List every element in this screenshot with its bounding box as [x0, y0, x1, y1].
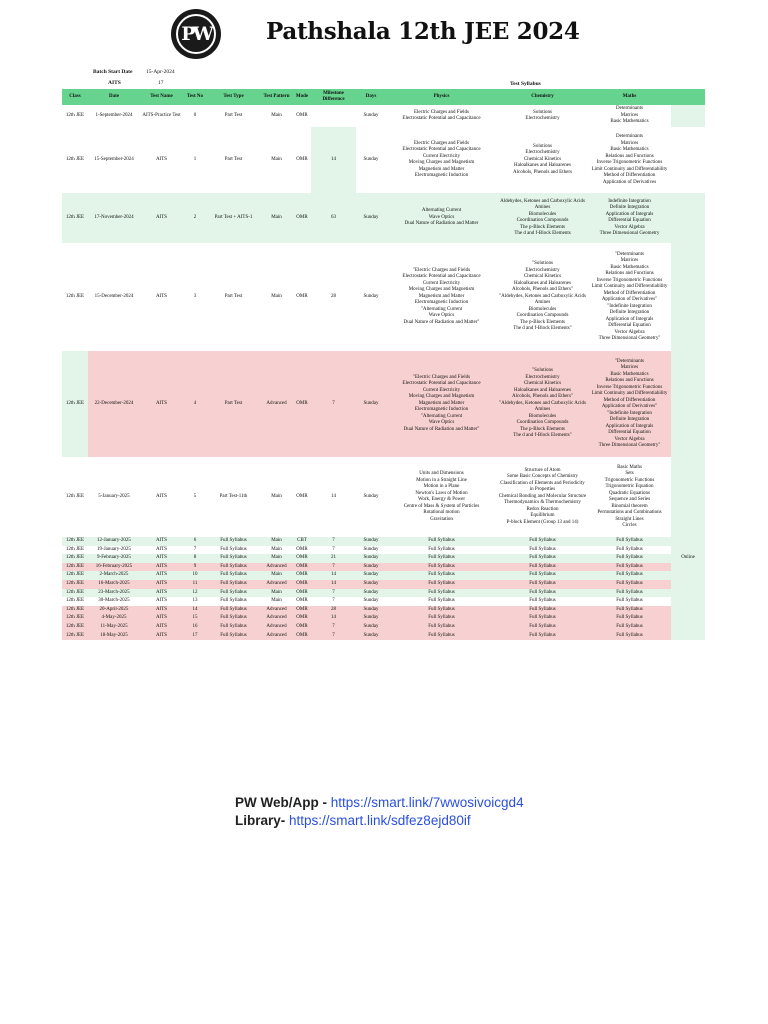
cell-maths: "Determinants Matrices Basic Mathematics Relations and Functions Inverse Trigonometric Functions Limit Continuity and Differentiability Method of Differentiation Application of Derivatives" "Indefinite Integration Definite Integration Application of Integrals Differential Equation Vector Algebra Three Dimensional Geometry" [588, 243, 671, 351]
cell-maths: Full Syllabus [588, 589, 671, 598]
cell-class: 12th JEE [62, 554, 88, 563]
table-row [62, 351, 705, 457]
cell-chemistry: Aldehydes, Ketones and Carboxylic Acids Amines Biomolecules Coordination Compounds The p-Block Elements The d and f-Block Elements [497, 193, 588, 243]
batch-start-label: Batch Start Date [93, 69, 133, 75]
cell-test-no: 16 [183, 623, 207, 632]
cell-test-pattern: Advanced [260, 623, 293, 632]
cell-class: 12th JEE [62, 589, 88, 598]
cell-physics: Alternating Current Wave Optics Dual Nature of Radiation and Matter [386, 193, 497, 243]
cell-test-type: Full Syllabus [207, 632, 260, 641]
cell-mode: OMR [293, 554, 311, 563]
cell-date: 18-May-2025 [88, 632, 140, 641]
cell-class: 12th JEE [62, 193, 88, 243]
cell-test-pattern: Advanced [260, 632, 293, 641]
cell-test-pattern: Advanced [260, 563, 293, 572]
cell-physics: Full Syllabus [386, 580, 497, 589]
cell-maths: Full Syllabus [588, 554, 671, 563]
cell-extra [671, 571, 705, 580]
cell-test-name: AITS [140, 589, 183, 598]
cell-test-name: AITS [140, 193, 183, 243]
cell-milestone: 7 [311, 537, 356, 546]
col-date: Date [88, 89, 140, 105]
col-chemistry: Chemistry [497, 89, 588, 105]
col-test-name: Test Name [140, 89, 183, 105]
batch-start-value: 15-Apr-2024 [146, 69, 175, 75]
logo-text: PW [181, 23, 211, 45]
cell-test-name: AITS [140, 457, 183, 537]
cell-test-no: 5 [183, 457, 207, 537]
cell-day: Sunday [356, 457, 386, 537]
col-test-no: Test No [183, 89, 207, 105]
cell-maths: Full Syllabus [588, 597, 671, 606]
cell-day: Sunday [363, 156, 379, 162]
cell-extra [671, 632, 705, 641]
cell-test-pattern: Main [271, 156, 282, 162]
web-app-link[interactable]: https://smart.link/7wwosivoicgd4 [330, 795, 524, 810]
cell-chemistry: Full Syllabus [497, 563, 588, 572]
cell-milestone: 14 [311, 127, 356, 193]
cell-test-pattern: Main [260, 105, 293, 127]
cell-mode: OMR [293, 546, 311, 555]
cell-milestone: 28 [311, 243, 356, 351]
cell-extra [671, 193, 705, 243]
cell-extra [671, 623, 705, 632]
cell-class: 12th JEE [62, 243, 88, 351]
cell-test-no: 3 [183, 243, 207, 351]
cell-milestone: 14 [311, 571, 356, 580]
cell-day: Sunday [356, 193, 386, 243]
cell-chemistry: Full Syllabus [497, 589, 588, 598]
cell-date: 23-March-2025 [88, 589, 140, 598]
table-row [62, 580, 705, 589]
cell-milestone: 63 [311, 193, 356, 243]
table-row [62, 105, 705, 127]
cell-mode: OMR [293, 571, 311, 580]
cell-class: 12th JEE [62, 546, 88, 555]
cell-test-name: AITS [140, 597, 183, 606]
cell-class: 12th JEE [62, 105, 88, 127]
cell-day: Sunday [356, 554, 386, 563]
cell-test-name: AITS [140, 580, 183, 589]
cell-test-pattern: Main [260, 546, 293, 555]
cell-day: Sunday [356, 571, 386, 580]
cell-date: 9-February-2025 [88, 554, 140, 563]
cell-chemistry: Full Syllabus [497, 546, 588, 555]
cell-test-no: 6 [183, 537, 207, 546]
cell-class: 12th JEE [62, 580, 88, 589]
cell-chemistry: Full Syllabus [497, 614, 588, 623]
cell-extra [671, 563, 705, 572]
cell-date: 19-January-2025 [88, 546, 140, 555]
cell-test-type: Part Test + AITS-1 [207, 193, 260, 243]
cell-test-type: Full Syllabus [207, 580, 260, 589]
cell-mode: OMR [293, 351, 311, 457]
cell-milestone: 7 [311, 597, 356, 606]
cell-test-pattern: Main [260, 193, 293, 243]
cell-physics: Full Syllabus [386, 606, 497, 615]
cell-class: 12th JEE [62, 563, 88, 572]
table-row [62, 589, 705, 598]
cell-test-type: Part Test-11th [207, 457, 260, 537]
cell-physics: "Electric Charges and Fields Electrostatic Potential and Capacitance Current Electricity Moving Charges and Magnetism Magnetism and Matter Electromagnetic Induction "Alternating Current Wave Optics Dual Nature of Radiation and Matter" [386, 351, 497, 457]
cell-test-name: AITS [140, 614, 183, 623]
cell-day: Sunday [356, 632, 386, 641]
cell-mode: OMR [293, 614, 311, 623]
cell-milestone: 28 [311, 606, 356, 615]
cell-date: 22-December-2024 [88, 351, 140, 457]
cell-test-type: Part Test [224, 156, 243, 162]
cell-date: 30-March-2025 [88, 597, 140, 606]
col-days: Days [356, 89, 386, 105]
pw-logo [171, 9, 221, 59]
cell-day: Sunday [356, 351, 386, 457]
col-maths: Maths [588, 89, 671, 105]
cell-test-no: 17 [183, 632, 207, 641]
cell-test-type: Full Syllabus [207, 623, 260, 632]
cell-test-no: 10 [183, 571, 207, 580]
cell-test-name: AITS [140, 571, 183, 580]
cell-test-name: AITS [140, 563, 183, 572]
cell-day: Sunday [356, 546, 386, 555]
cell-day: Sunday [356, 580, 386, 589]
cell-mode: OMR [293, 105, 311, 127]
cell-mode: OMR [296, 156, 308, 162]
cell-test-no: 2 [183, 193, 207, 243]
cell-extra [671, 127, 705, 193]
cell-test-pattern: Main [260, 589, 293, 598]
cell-day: Sunday [356, 589, 386, 598]
cell-milestone: 14 [311, 457, 356, 537]
cell-test-no: 11 [183, 580, 207, 589]
cell-test-type: Full Syllabus [207, 546, 260, 555]
col-milestone: Milestone Difference [311, 89, 356, 105]
table-row [62, 614, 705, 623]
cell-test-pattern: Main [260, 554, 293, 563]
cell-test-no: 8 [183, 554, 207, 563]
cell-physics: Full Syllabus [386, 546, 497, 555]
cell-milestone: 21 [311, 554, 356, 563]
cell-physics: Full Syllabus [386, 632, 497, 641]
cell-milestone: 7 [311, 351, 356, 457]
library-label: Library- [235, 813, 290, 828]
table-row [62, 127, 705, 193]
cell-mode: OMR [293, 580, 311, 589]
col-mode: Mode [293, 89, 311, 105]
cell-milestone [311, 105, 356, 127]
cell-day: Sunday [356, 606, 386, 615]
cell-extra [671, 597, 705, 606]
cell-test-type: Full Syllabus [207, 614, 260, 623]
cell-test-pattern: Advanced [260, 351, 293, 457]
cell-mode: CBT [293, 537, 311, 546]
cell-mode: OMR [293, 623, 311, 632]
cell-test-type: Full Syllabus [207, 563, 260, 572]
cell-maths: Full Syllabus [588, 623, 671, 632]
cell-extra [671, 105, 705, 127]
library-link[interactable]: https://smart.link/sdfez8ejd80if [289, 813, 471, 828]
cell-mode: OMR [293, 243, 311, 351]
cell-date: 5-January-2025 [88, 457, 140, 537]
cell-class: 12th JEE [65, 156, 85, 162]
cell-date: 4-May-2025 [88, 614, 140, 623]
cell-chemistry: Full Syllabus [497, 580, 588, 589]
cell-test-name: AITS [140, 537, 183, 546]
cell-test-type: Part Test [207, 105, 260, 127]
cell-chemistry: Solutions Electrochemistry [497, 105, 588, 127]
cell-physics: Electric Charges and Fields Electrostatic Potential and Capacitance [386, 105, 497, 127]
cell-mode: OMR [293, 457, 311, 537]
cell-mode: OMR [293, 589, 311, 598]
cell-chemistry: "Solutions Electrochemistry Chemical Kinetics Haloalkanes and Haloarenes Alcohols, Phenols and Ethers" "Aldehydes, Ketones and Carboxylic Acids Amines Biomolecules Coordination Compounds The p-Block Elements The d and f-Block Elements" [497, 351, 588, 457]
cell-class: 12th JEE [62, 457, 88, 537]
cell-test-name: AITS-Practice Test [140, 105, 183, 127]
cell-date: 16-March-2025 [88, 580, 140, 589]
cell-date: 11-May-2025 [88, 623, 140, 632]
cell-extra [671, 457, 705, 537]
table-row [62, 457, 705, 537]
cell-test-pattern: Main [260, 457, 293, 537]
cell-maths: Full Syllabus [588, 537, 671, 546]
cell-date: 12-January-2025 [88, 537, 140, 546]
cell-milestone: 7 [311, 546, 356, 555]
cell-day: Sunday [356, 563, 386, 572]
cell-maths: Full Syllabus [588, 571, 671, 580]
table-row [62, 243, 705, 351]
cell-extra [671, 614, 705, 623]
cell-physics: Full Syllabus [386, 571, 497, 580]
cell-test-name: AITS [140, 554, 183, 563]
cell-chemistry: Full Syllabus [497, 597, 588, 606]
cell-chemistry: Full Syllabus [497, 554, 588, 563]
page-title: Pathshala 12th JEE 2024 [266, 18, 580, 45]
cell-test-no: 13 [183, 597, 207, 606]
cell-mode: OMR [293, 563, 311, 572]
table-row [62, 571, 705, 580]
cell-class: 12th JEE [62, 606, 88, 615]
table-row [62, 632, 705, 641]
col-extra [671, 89, 705, 105]
cell-test-pattern: Advanced [260, 614, 293, 623]
cell-test-name: AITS [140, 632, 183, 641]
cell-test-type: Part Test [207, 351, 260, 457]
cell-mode: OMR [293, 597, 311, 606]
cell-test-pattern: Main [260, 597, 293, 606]
cell-date: 2-March-2025 [88, 571, 140, 580]
cell-test-type: Full Syllabus [207, 589, 260, 598]
cell-test-name: AITS [140, 623, 183, 632]
cell-date: 17-November-2024 [88, 193, 140, 243]
cell-maths: Full Syllabus [588, 580, 671, 589]
table-row [62, 554, 705, 563]
cell-day: Sunday [356, 597, 386, 606]
cell-maths: Full Syllabus [588, 606, 671, 615]
cell-class: 12th JEE [62, 632, 88, 641]
cell-chemistry: Full Syllabus [497, 606, 588, 615]
cell-test-name: AITS [140, 243, 183, 351]
cell-extra [671, 243, 705, 351]
cell-maths: Indefinite Integration Definite Integration Application of Integrals Differential Equation Vector Algebra Three Dimensional Geometry [588, 193, 671, 243]
cell-day: Sunday [356, 105, 386, 127]
table-row [62, 193, 705, 243]
cell-test-no: 9 [183, 563, 207, 572]
cell-day: Sunday [356, 537, 386, 546]
cell-physics: Units and Dimensions Motion in a Straight Line Motion in a Plane Newton's Laws of Motion Work, Energy & Power Centre of Mass & System of Particles Rotational motion Gravitation [386, 457, 497, 537]
cell-chemistry: "Solutions Electrochemistry Chemical Kinetics Haloalkanes and Haloarenes Alcohols, Phenols and Ethers" "Aldehydes, Ketones and Carboxylic Acids Amines Biomolecules Coordination Compounds The p-Block Elements The d and f-Block Elements" [497, 243, 588, 351]
web-app-label: PW Web/App - [235, 795, 331, 810]
cell-test-pattern: Main [260, 243, 293, 351]
cell-maths: Full Syllabus [588, 632, 671, 641]
cell-maths: Full Syllabus [588, 546, 671, 555]
cell-maths: Full Syllabus [588, 614, 671, 623]
cell-physics: Full Syllabus [386, 554, 497, 563]
cell-extra [671, 580, 705, 589]
cell-date: 16-February-2025 [88, 563, 140, 572]
cell-physics: "Electric Charges and Fields Electrostatic Potential and Capacitance Current Electricity Moving Charges and Magnetism Magnetism and Matter Electromagnetic Induction "Alternating Current Wave Optics Dual Nature of Radiation and Matter" [386, 243, 497, 351]
cell-date: 20-April-2025 [88, 606, 140, 615]
cell-test-name: AITS [140, 351, 183, 457]
cell-test-no: 12 [183, 589, 207, 598]
table-row [62, 623, 705, 632]
cell-test-pattern: Advanced [260, 580, 293, 589]
cell-milestone: 7 [311, 589, 356, 598]
cell-test-pattern: Advanced [260, 606, 293, 615]
library-link-line [235, 813, 471, 828]
cell-extra [671, 606, 705, 615]
cell-class: 12th JEE [62, 614, 88, 623]
cell-chemistry: Full Syllabus [497, 623, 588, 632]
cell-chemistry: Solutions Electrochemistry Chemical Kinetics Haloalkanes and Haloarenes Alcohols, Phenols and Ethers [513, 143, 572, 175]
cell-maths: Determinants Matrices Basic Mathematics Relations and Functions Inverse Trigonometric Functions Limit Continuity and Differentiability Method of Differentiation Application of Derivatives [591, 134, 668, 185]
cell-mode: OMR [293, 193, 311, 243]
cell-extra [671, 351, 705, 457]
cell-test-pattern: Main [260, 571, 293, 580]
cell-milestone: 7 [311, 563, 356, 572]
cell-physics: Full Syllabus [386, 537, 497, 546]
cell-extra [671, 546, 705, 555]
cell-extra [671, 537, 705, 546]
cell-mode: OMR [293, 632, 311, 641]
cell-maths: Basic Maths Sets Trigonometric Functions Trigonometric Equation Quadratic Equations Sequence and Series Binomial theorem Permutations and Combinations Straight Lines Circles [588, 457, 671, 537]
cell-class: 12th JEE [62, 351, 88, 457]
cell-date: 15-December-2024 [88, 243, 140, 351]
cell-physics: Full Syllabus [386, 597, 497, 606]
cell-class: 12th JEE [62, 537, 88, 546]
cell-milestone: 7 [311, 623, 356, 632]
col-test-type: Test Type [207, 89, 260, 105]
header-row [62, 89, 705, 105]
table-row [62, 537, 705, 546]
cell-day: Sunday [356, 623, 386, 632]
cell-test-name: AITS [155, 156, 168, 162]
table-row [62, 546, 705, 555]
web-app-link-line [235, 795, 524, 810]
cell-extra: Online [671, 554, 705, 563]
col-test-pattern: Test Pattern [260, 89, 293, 105]
cell-date: 1-September-2024 [88, 105, 140, 127]
cell-mode: OMR [293, 606, 311, 615]
cell-maths: "Determinants Matrices Basic Mathematics Relations and Functions Inverse Trigonometric Functions Limit Continuity and Differentiability Method of Differentiation Application of Derivatives" "Indefinite Integration Definite Integration Application of Integrals Differential Equation Vector Algebra Three Dimensional Geometry" [588, 351, 671, 457]
cell-maths: Full Syllabus [588, 563, 671, 572]
cell-test-no: 7 [183, 546, 207, 555]
cell-chemistry: Structure of Atom Some Basic Concepts of Chemistry Classification of Elements and Periodicity in Properties Chemical Bonding and Molecular Structure Thermodynamics & Thermochemistry Redox Reaction Equilibrium P-block Element (Group 13 and 14) [497, 457, 588, 537]
cell-test-no: 14 [183, 606, 207, 615]
cell-test-name: AITS [140, 606, 183, 615]
cell-milestone: 14 [311, 614, 356, 623]
table-row [62, 606, 705, 615]
cell-test-no: 1 [193, 156, 197, 162]
cell-physics: Full Syllabus [386, 614, 497, 623]
cell-test-no: 15 [183, 614, 207, 623]
cell-test-no: 0 [183, 105, 207, 127]
cell-maths: Determinants Matrices Basic Mathematics [588, 105, 671, 127]
cell-physics: Full Syllabus [386, 623, 497, 632]
cell-test-type: Full Syllabus [207, 606, 260, 615]
cell-test-no: 4 [183, 351, 207, 457]
cell-milestone: 14 [311, 580, 356, 589]
table-row [62, 597, 705, 606]
aits-count: 17 [158, 80, 164, 86]
col-physics: Physics [386, 89, 497, 105]
cell-physics: Electric Charges and Fields Electrostatic Potential and Capacitance Current Electricity Moving Charges and Magnetism Magnetism and Matter Electromagnetic Induction [402, 140, 481, 178]
cell-class: 12th JEE [62, 623, 88, 632]
cell-physics: Full Syllabus [386, 589, 497, 598]
test-syllabus-label: Test Syllabus [510, 81, 541, 87]
cell-extra [671, 589, 705, 598]
col-class: Class [62, 89, 88, 105]
table-row [62, 563, 705, 572]
cell-test-type: Full Syllabus [207, 554, 260, 563]
cell-test-type: Full Syllabus [207, 597, 260, 606]
cell-test-type: Full Syllabus [207, 537, 260, 546]
cell-chemistry: Full Syllabus [497, 571, 588, 580]
cell-date: 15-September-2024 [94, 156, 134, 162]
cell-chemistry: Full Syllabus [497, 537, 588, 546]
cell-day: Sunday [356, 243, 386, 351]
cell-test-name: AITS [140, 546, 183, 555]
cell-class: 12th JEE [62, 597, 88, 606]
cell-test-type: Full Syllabus [207, 571, 260, 580]
cell-physics: Full Syllabus [386, 563, 497, 572]
cell-milestone: 7 [311, 632, 356, 641]
cell-chemistry: Full Syllabus [497, 632, 588, 641]
schedule-table [62, 89, 705, 640]
aits-label: AITS [108, 80, 121, 86]
cell-day: Sunday [356, 614, 386, 623]
cell-test-type: Part Test [207, 243, 260, 351]
cell-test-pattern: Main [260, 537, 293, 546]
cell-class: 12th JEE [62, 571, 88, 580]
